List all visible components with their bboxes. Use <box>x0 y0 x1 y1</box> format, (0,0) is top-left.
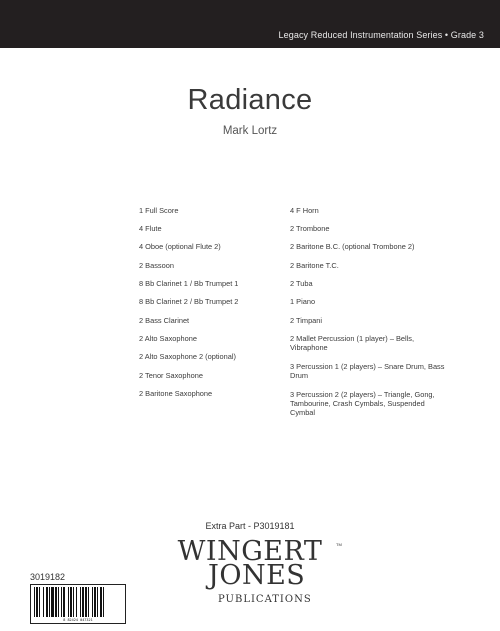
header-band <box>0 0 500 48</box>
barcode-bar <box>63 587 65 617</box>
barcode-bar <box>68 587 69 617</box>
part-item: 2 Timpani <box>290 316 323 325</box>
catalog-number: 3019182 <box>30 572 66 582</box>
publisher-logo-line1: WINGERT <box>177 536 323 567</box>
part-item: 2 Alto Saxophone <box>139 334 197 343</box>
barcode-digits: 8 82424 047321 <box>31 618 125 622</box>
barcode-bar <box>76 587 77 617</box>
part-item: 1 Piano <box>290 297 316 306</box>
part-item: 2 Bassoon <box>139 261 174 270</box>
piece-title: Radiance <box>187 84 313 116</box>
publisher-logo <box>160 536 340 616</box>
part-item: 2 Baritone Saxophone <box>139 389 213 398</box>
barcode-bar <box>100 587 102 617</box>
barcode-bar <box>58 587 59 617</box>
part-item: 3 Percussion 1 (2 players) – Snare Drum, Bass Drum <box>290 362 445 380</box>
barcode-bar <box>46 587 48 617</box>
barcode-bar <box>43 587 44 617</box>
publisher-logo-line3: PUBLICATIONS <box>218 594 312 605</box>
barcode-bar <box>73 587 74 617</box>
part-item: 2 Baritone T.C. <box>290 261 339 270</box>
barcode-bar <box>61 587 62 617</box>
part-item: 8 Bb Clarinet 1 / Bb Trumpet 1 <box>139 279 239 288</box>
part-item: 2 Bass Clarinet <box>139 316 190 325</box>
publisher-trademark: TM <box>336 542 342 547</box>
series-label: Legacy Reduced Instrumentation Series • Grade 3 <box>278 30 484 40</box>
part-item: 2 Mallet Percussion (1 player) – Bells, Vibraphone <box>290 334 415 352</box>
barcode-bar <box>51 587 54 617</box>
barcode-bar <box>92 587 93 617</box>
barcode-bar <box>103 587 104 617</box>
part-item: 8 Bb Clarinet 2 / Bb Trumpet 2 <box>139 297 239 306</box>
part-item: 4 Oboe (optional Flute 2) <box>139 242 221 251</box>
barcode-bar <box>39 587 40 617</box>
barcode-bar <box>36 587 38 617</box>
barcode-bar <box>88 587 89 617</box>
part-item: 2 Alto Saxophone 2 (optional) <box>139 352 236 361</box>
part-item: 3 Percussion 2 (2 players) – Triangle, Gong, Tambourine, Crash Cymbals, Suspended Cymbal <box>290 390 435 417</box>
extra-part-label: Extra Part - P3019181 <box>205 521 295 531</box>
publisher-logo-line2: JONES <box>208 560 306 591</box>
barcode-bar <box>97 587 98 617</box>
part-item: 4 F Horn <box>290 206 319 215</box>
part-item: 1 Full Score <box>139 206 179 215</box>
part-item: 2 Trombone <box>290 224 330 233</box>
part-item: 2 Tenor Saxophone <box>139 371 203 380</box>
barcode-bar <box>80 587 81 617</box>
barcode-bar <box>55 587 57 617</box>
part-item: 2 Baritone B.C. (optional Trombone 2) <box>290 242 415 251</box>
barcode-bar <box>82 587 84 617</box>
barcode-bar <box>34 587 35 617</box>
barcode-bar <box>94 587 96 617</box>
part-item: 4 Flute <box>139 224 162 233</box>
barcode-bar <box>70 587 72 617</box>
barcode-bar <box>49 587 50 617</box>
barcode <box>30 584 126 624</box>
barcode-bar <box>85 587 87 617</box>
composer-name: Mark Lortz <box>222 125 278 137</box>
part-item: 2 Tuba <box>290 279 313 288</box>
